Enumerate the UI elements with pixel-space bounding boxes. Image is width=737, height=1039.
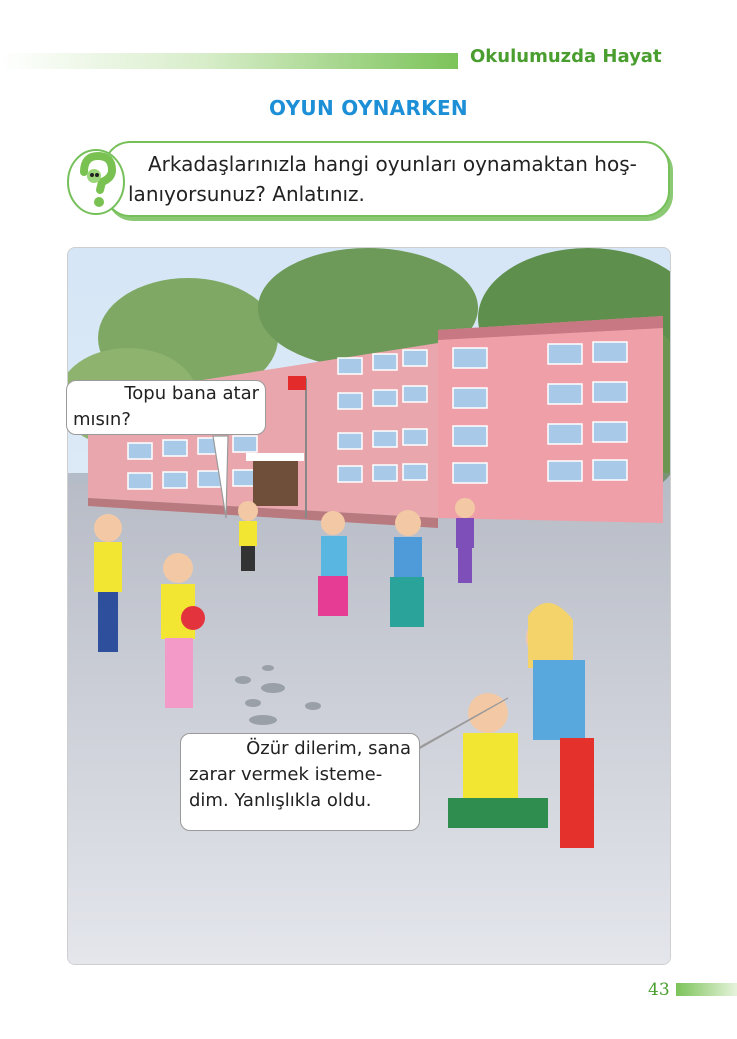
speech-bubble-apology — [180, 733, 420, 831]
bubble-right-line-1: Özür dilerim, sana — [246, 738, 411, 759]
question-text — [128, 149, 660, 209]
bubble-left-line-1: Topu bana atar — [124, 383, 259, 404]
question-line-2: lanıyorsunuz? Anlatınız. — [128, 182, 365, 206]
header-gradient-bar — [0, 53, 458, 69]
speech-bubble-ball-request — [66, 380, 266, 435]
question-mascot-icon — [66, 146, 128, 216]
footer-gradient-bar — [676, 983, 737, 996]
question-line-1: Arkadaşlarınızla hangi oyunları oynamaktan hoş- — [148, 152, 637, 176]
bubble-right-line-2: zarar vermek isteme- — [189, 764, 383, 785]
bubble-right-line-3: dim. Yanlışlıkla oldu. — [189, 790, 372, 811]
schoolyard-illustration — [67, 247, 671, 965]
page-number: 43 — [648, 980, 670, 1000]
page-title: OYUN OYNARKEN — [269, 96, 468, 120]
section-title: Okulumuzda Hayat — [470, 46, 662, 67]
bubble-left-line-2: mısın? — [73, 409, 131, 430]
